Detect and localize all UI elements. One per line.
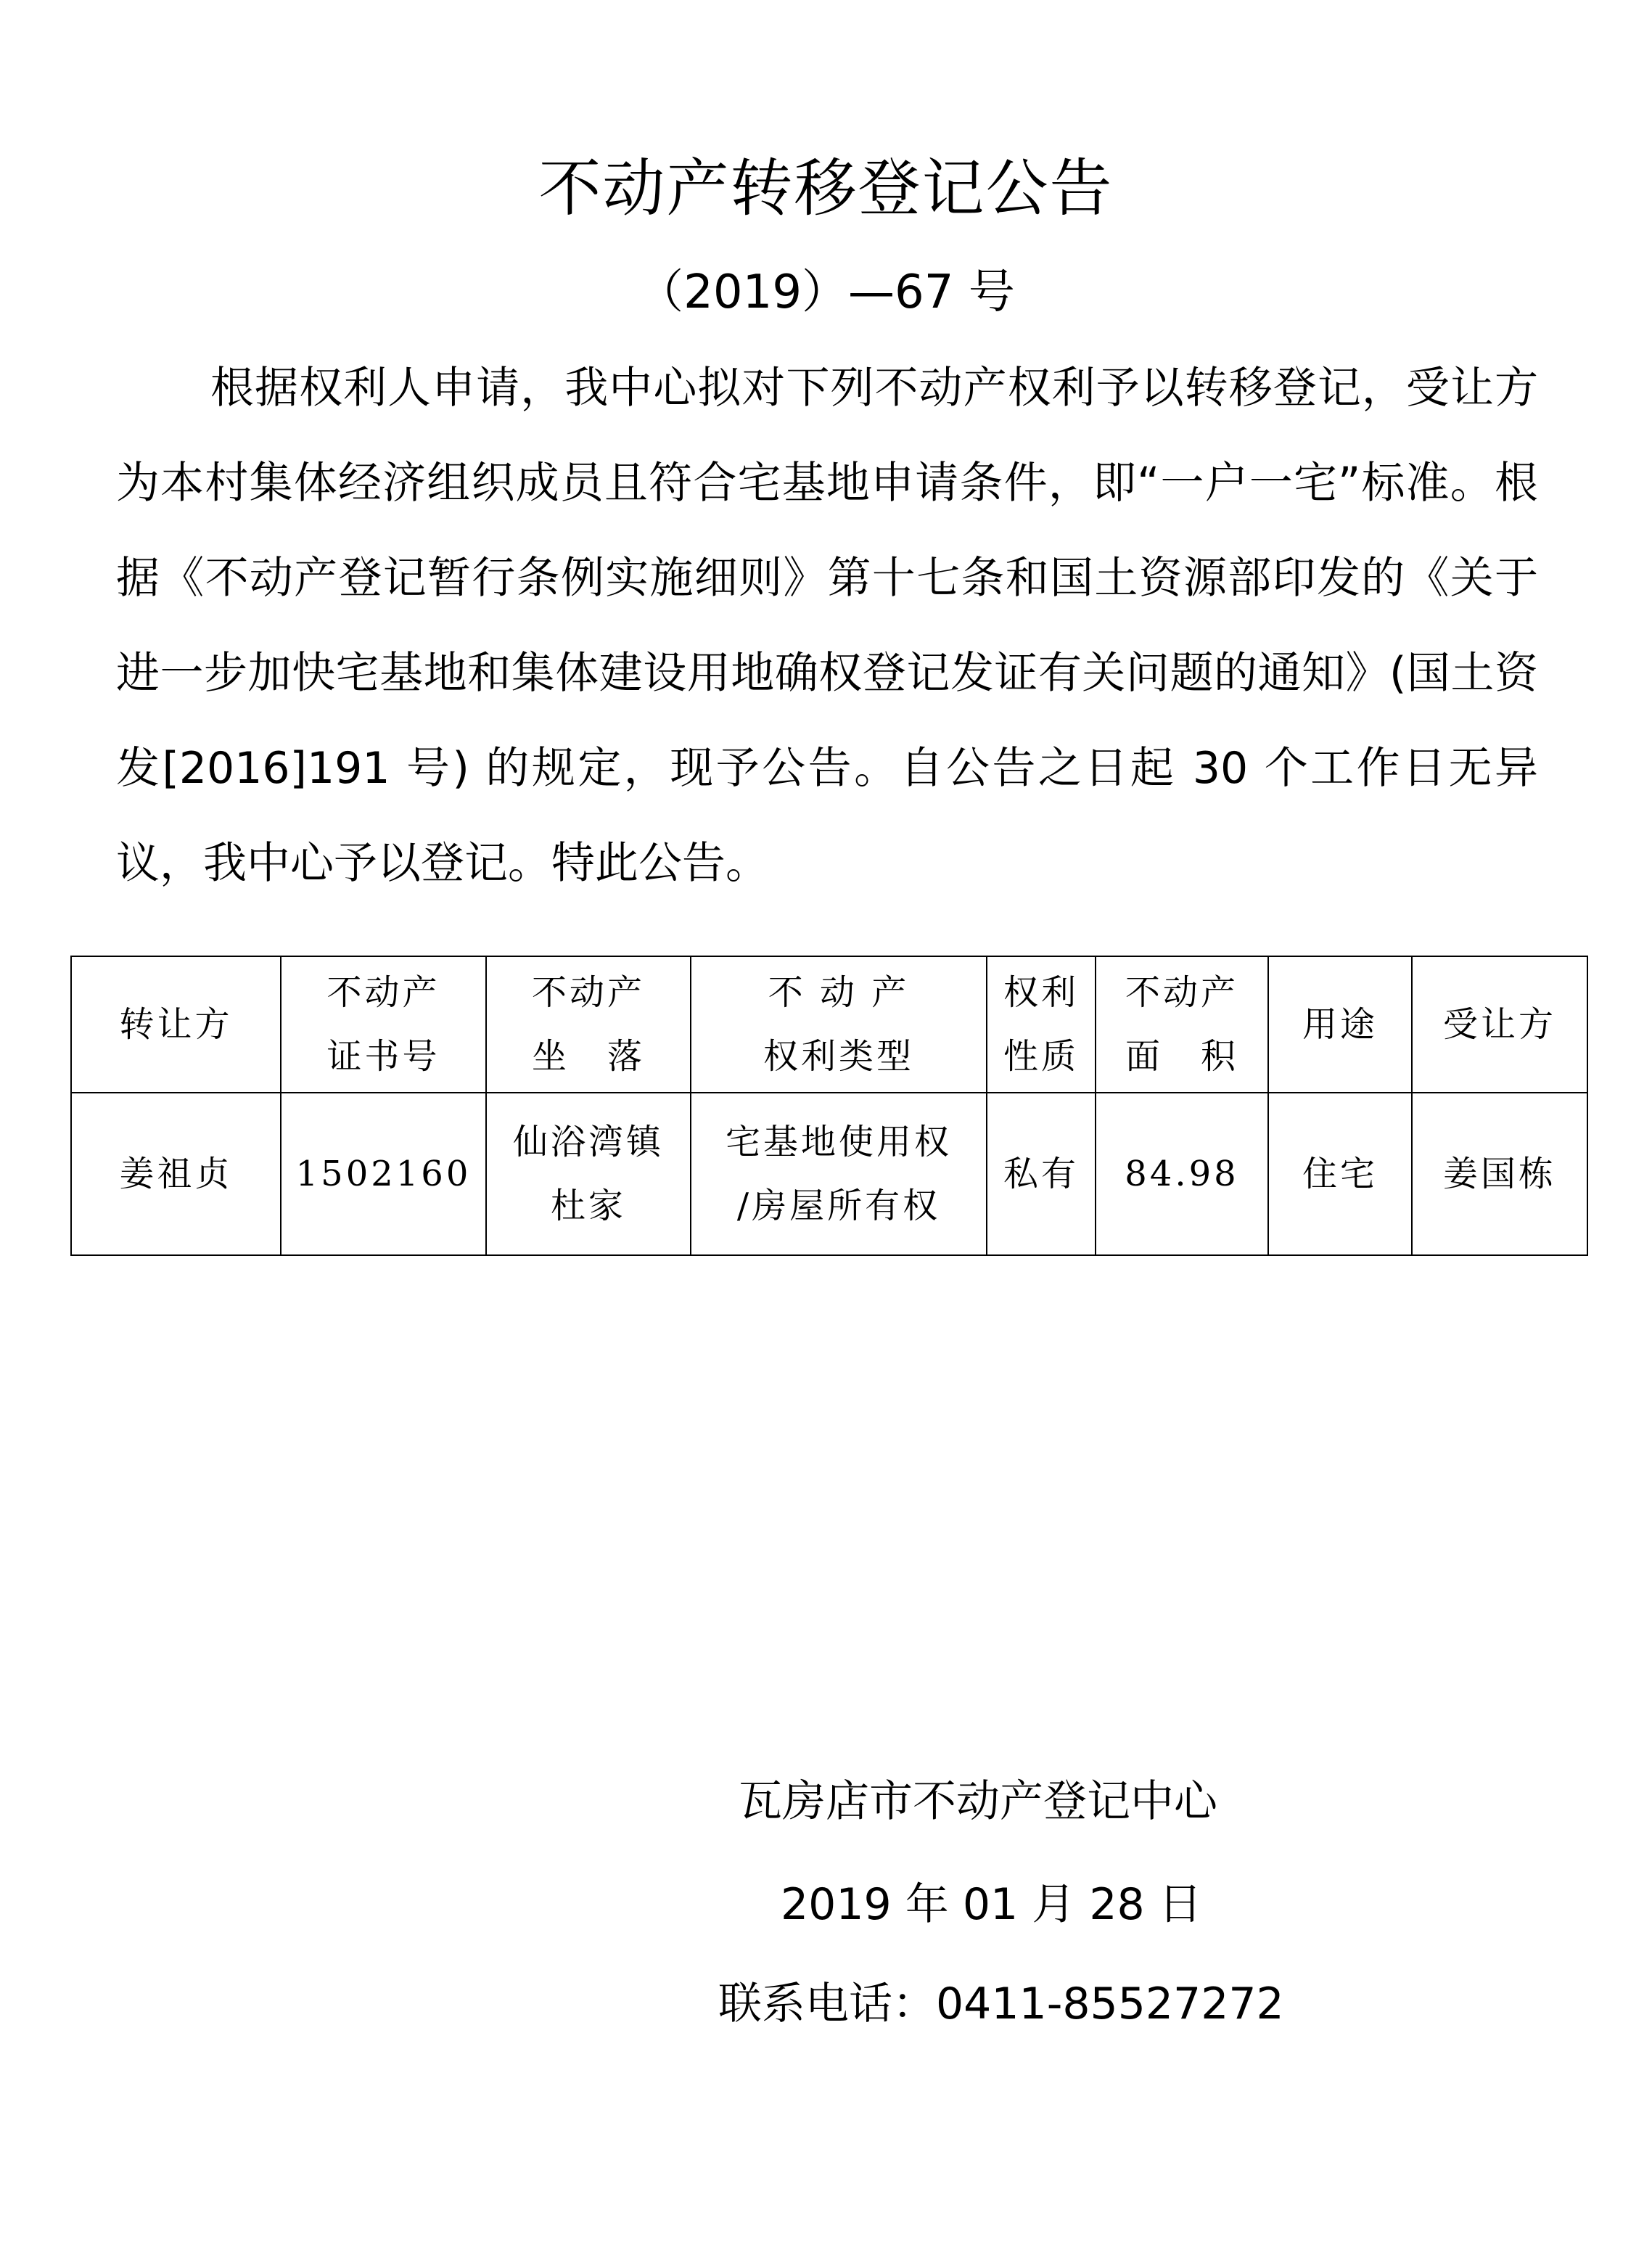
notice-number: （2019）—67 号 [637,266,1015,319]
cell-usage: 住宅 [1268,1093,1412,1255]
table-header-row [71,956,1587,1093]
cell-location: 仙浴湾镇 杜家 [486,1093,691,1255]
cell-right-type: 宅基地使用权 /房屋所有权 [691,1093,987,1255]
header-transferor: 转让方 [71,956,281,1093]
cell-nature: 私有 [987,1093,1096,1255]
cell-certificate-no: 1502160 [281,1093,486,1255]
notice-title: 不动产转移登记公告 [538,152,1114,225]
issuing-organization: 瓦房店市不动产登记中心 [739,1776,1217,1827]
header-certificate-no: 不动产 证书号 [281,956,486,1093]
contact-phone: 联系电话：0411-85527272 [718,1979,1284,2029]
cell-transferor: 姜祖贞 [71,1093,281,1255]
cell-transferee: 姜国栋 [1412,1093,1587,1255]
header-location: 不动产 坐 落 [486,956,691,1093]
notice-body: 根据权利人申请，我中心拟对下列不动产权利予以转移登记，受让方为本村集体经济组织成员且符合宅基地申请条件，即“一户一宅”标准。根据《不动产登记暂行条例实施细则》第十七条和国土资源部印发的《关于进一步加快宅基地和集体建设用地确权登记发证有关问题的通知》(国土资发[2016]191 号) 的规定，现予公告。自公告之日起 30 个工作日无异议，我中心予以登记。特此公告。 [116,363,1538,889]
issue-date: 2019 年 01 月 28 日 [781,1879,1202,1930]
table-row [71,1093,1587,1255]
cell-area: 84.98 [1096,1093,1268,1255]
header-area: 不动产 面 积 [1096,956,1268,1093]
header-usage: 用途 [1268,956,1412,1093]
property-table [70,956,1588,1256]
header-nature: 权利 性质 [987,956,1096,1093]
header-transferee: 受让方 [1412,956,1587,1093]
header-right-type: 不 动 产 权利类型 [691,956,987,1093]
